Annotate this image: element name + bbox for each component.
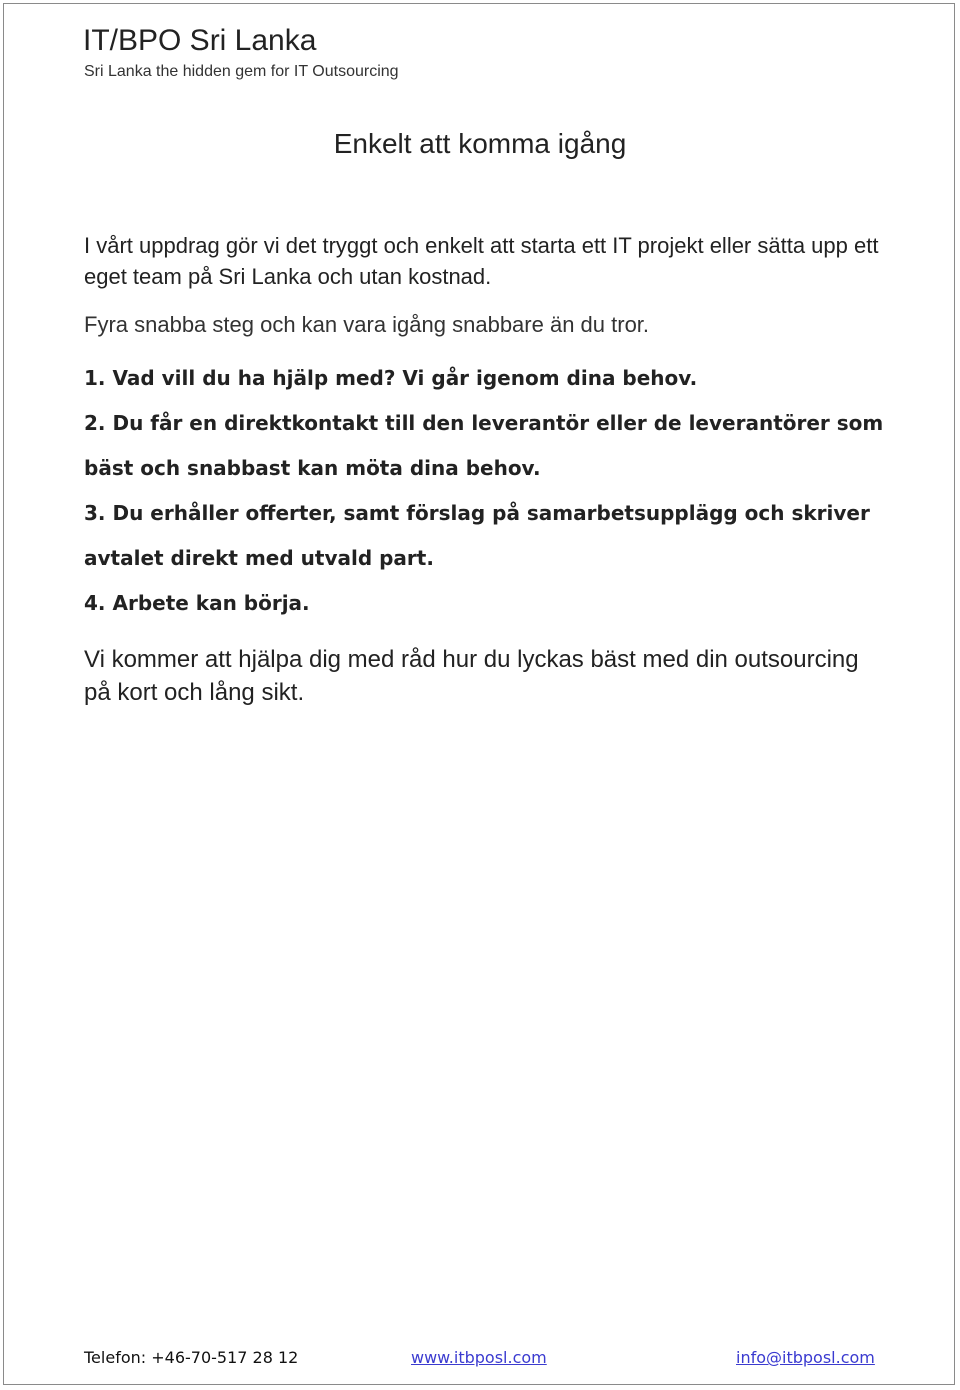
footer-phone: Telefon: +46-70-517 28 12: [84, 1348, 299, 1367]
step-3: 3. Du erhåller offerter, samt förslag på samarbetsupplägg och skriver avtalet direkt med utvald part.: [84, 501, 870, 570]
closing-paragraph: Vi kommer att hjälpa dig med råd hur du lyckas bäst med din outsourcing på kort och lång sikt.: [84, 646, 859, 706]
brand-title: IT/BPO Sri Lanka: [83, 24, 317, 57]
lead-sentence: Fyra snabba steg och kan vara igång snabbare än du tror.: [84, 312, 650, 337]
step-4: 4. Arbete kan börja.: [84, 591, 310, 615]
steps-list: [84, 356, 904, 626]
intro-paragraph: I vårt uppdrag gör vi det tryggt och enkelt att starta ett IT projekt eller sätta upp ett eget team på Sri Lanka och utan kostnad.: [84, 233, 879, 289]
footer-email-link[interactable]: info@itbposl.com: [736, 1348, 875, 1367]
brand-tagline: Sri Lanka the hidden gem for IT Outsourcing: [84, 63, 399, 80]
page-title: Enkelt att komma igång: [333, 128, 627, 159]
step-1: 1. Vad vill du ha hjälp med? Vi går igenom dina behov.: [84, 366, 698, 390]
step-2: 2. Du får en direktkontakt till den leverantör eller de leverantörer som bäst och snabbast kan möta dina behov.: [84, 411, 884, 480]
footer-website-link[interactable]: www.itbposl.com: [411, 1348, 547, 1367]
